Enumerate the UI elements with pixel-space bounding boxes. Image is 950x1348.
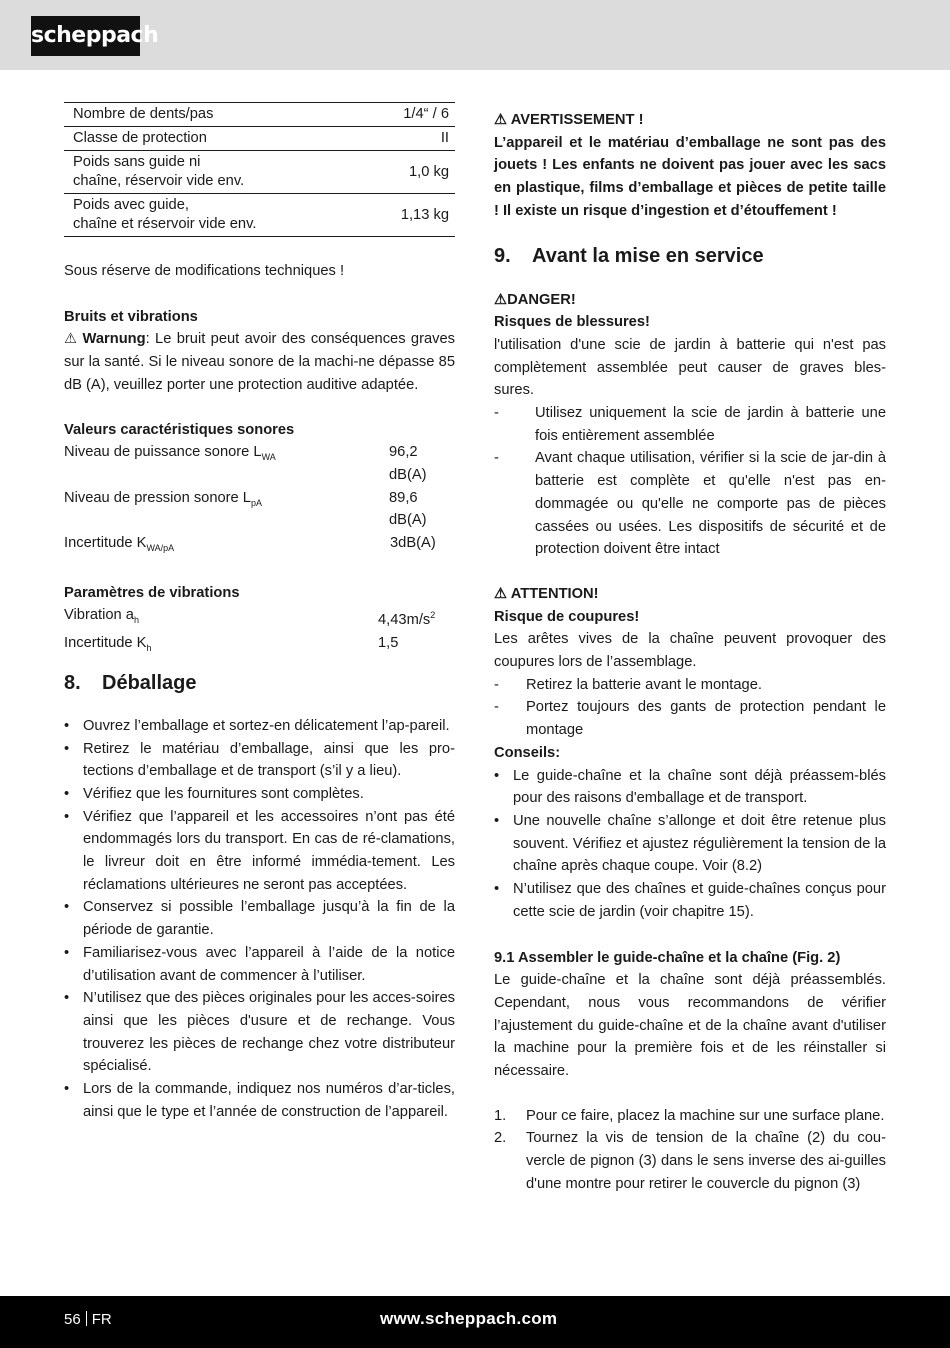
list-item: - Portez toujours des gants de protection pendant le montage <box>494 696 886 741</box>
section-number: 8. <box>64 671 81 694</box>
vibration-value-sup: 2 <box>430 610 436 621</box>
spec-value: 1/4“ / 6 <box>362 103 455 127</box>
sound-label <box>64 441 389 486</box>
list-item: • Vérifiez que l’appareil et les accessoires n’ont pas été endommagés lors du transport. En cas de ré-clamations, le livreur doit en être informé immédia-tement. Les réclamations ultérieures ne seront pas acceptées. <box>64 806 455 897</box>
list-item: • Le guide-chaîne et la chaîne sont déjà préassem-blés pour des raisons d'emballage et de transport. <box>494 765 886 810</box>
list-item: • N’utilisez que des chaînes et guide-chaînes conçus pour cette scie de jardin (voir chapitre 15). <box>494 878 886 923</box>
list-item <box>494 1105 886 1128</box>
sound-label-text: Niveau de pression sonore L <box>64 489 251 506</box>
spec-label: Nombre de dents/pas <box>64 103 362 127</box>
sound-value: 89,6 dB(A) <box>389 489 427 529</box>
sound-label-text: Incertitude K <box>64 535 147 552</box>
page-number-value: 56 <box>64 1311 81 1328</box>
sound-label <box>64 487 389 532</box>
spec-label-line: chaîne, réservoir vide env. <box>73 173 245 189</box>
danger-subheading: Risques de blessures! <box>494 314 650 331</box>
attention-heading <box>494 583 886 606</box>
noise-warning <box>64 328 455 396</box>
sound-label-text: Niveau de puissance sonore L <box>64 444 262 461</box>
vibration-label-sub: h <box>146 643 152 654</box>
section-8-title <box>64 670 455 696</box>
avertissement-heading-text: AVERTISSEMENT ! <box>510 112 644 128</box>
vibration-value-text: 4,43m/s <box>378 612 431 629</box>
section-title-text: Avant la mise en service <box>532 244 764 267</box>
spec-label-line: chaîne et réservoir vide env. <box>73 216 257 232</box>
right-column <box>494 109 886 1196</box>
step-text: Tournez la vis de tension de la chaîne (2) du cou-vercle de pignon (3) dans le sens inverse des ai-guilles d'une montre pour retirer le couvercle du pignon (3) <box>526 1130 886 1192</box>
spec-label <box>64 151 362 194</box>
sound-values <box>64 419 455 560</box>
brand-logo: scheppach <box>31 16 140 56</box>
vibration-value <box>378 604 455 632</box>
danger-list <box>494 402 886 561</box>
list-item: • N’utilisez que des pièces originales pour les acces-soires ainsi que les pièces d'usure et de rechange. Vous trouverez les pièces de rechange chez votre distributeur spécialisé. <box>64 987 455 1078</box>
sound-heading: Valeurs caractéristiques sonores <box>64 421 295 438</box>
spec-value: 1,0 kg <box>362 151 455 194</box>
vibration-label-text: Incertitude K <box>64 635 147 652</box>
spec-label <box>64 194 362 237</box>
attention-heading-text: ATTENTION! <box>510 585 599 602</box>
list-item: - Avant chaque utilisation, vérifier si la scie de jar-din à batterie est complète et qu'elle n'est pas en-dommagée ou qu'elle ne comporte pas de pièces cassées ou usées. Les dispositifs de sécurité et de protection doivent être intact <box>494 447 886 561</box>
warning-icon: ⚠ <box>494 112 508 128</box>
vibration-heading: Paramètres de vibrations <box>64 584 240 601</box>
section-title-text: Déballage <box>102 671 197 694</box>
steps-list <box>494 1105 886 1196</box>
table-row <box>64 127 455 151</box>
warning-icon: ⚠ <box>494 585 508 602</box>
language-code: FR <box>91 1311 112 1328</box>
sound-label-sub: WA/pA <box>146 543 175 554</box>
website-link[interactable]: www.scheppach.com <box>380 1309 558 1328</box>
section-9-1-heading: 9.1 Assembler le guide-chaîne et la chaîne (Fig. 2) <box>494 949 841 966</box>
left-column <box>64 102 455 1124</box>
step-number: 2. <box>494 1130 507 1147</box>
attention-subheading: Risque de coupures! <box>494 608 640 625</box>
vibration-values <box>64 582 455 660</box>
vibration-label-sub: h <box>133 615 139 626</box>
list-item: • Vérifiez que les fournitures sont complètes. <box>64 783 455 806</box>
unpacking-list <box>64 715 455 1124</box>
sound-value: 3dB(A) <box>390 535 436 552</box>
sound-value: 96,2 dB(A) <box>389 444 427 483</box>
spec-value: 1,13 kg <box>362 194 455 237</box>
list-item: • Une nouvelle chaîne s’allonge et doit être retenue plus souvent. Vérifiez et ajustez régulièrement la tension de la chaîne après chaque coupe. Voir (8.2) <box>494 810 886 878</box>
avertissement-heading <box>494 109 886 132</box>
conseils-list <box>494 765 886 924</box>
conseils-heading: Conseils: <box>494 744 561 761</box>
noise-section <box>64 306 455 397</box>
vibration-label-text: Vibration a <box>64 607 134 624</box>
table-row <box>64 151 455 194</box>
spec-table <box>64 102 455 237</box>
list-item: - Retirez la batterie avant le montage. <box>494 674 886 697</box>
warning-icon: ⚠ <box>64 331 78 348</box>
sound-row <box>64 441 455 486</box>
step-number: 1. <box>494 1107 507 1124</box>
sound-label-sub: WA <box>261 452 276 463</box>
list-item: • Familiarisez-vous avec l’appareil à l’aide de la notice d’utilisation avant de commencer à l’utiliser. <box>64 942 455 987</box>
danger-heading-text: DANGER! <box>507 291 576 308</box>
divider <box>86 1311 87 1326</box>
page-header <box>0 0 950 70</box>
attention-text: Les arêtes vives de la chaîne peuvent provoquer des coupures lors de l’assemblage. <box>494 631 886 671</box>
spec-value: II <box>362 127 455 151</box>
step-text: Pour ce faire, placez la machine sur une surface plane. <box>526 1107 885 1124</box>
spec-label-line: Poids avec guide, <box>73 197 189 213</box>
sound-label <box>64 532 390 560</box>
list-item: • Conservez si possible l’emballage jusqu’à la fin de la période de garantie. <box>64 896 455 941</box>
sound-row <box>64 532 455 560</box>
sound-row <box>64 487 455 532</box>
list-item: • Ouvrez l’emballage et sortez-en délicatement l’ap-pareil. <box>64 715 455 738</box>
danger-heading <box>494 289 886 312</box>
sound-label-sub: pA <box>250 497 262 508</box>
list-item <box>494 1127 886 1195</box>
page-footer <box>0 1296 950 1348</box>
vibration-value: 1,5 <box>378 635 399 652</box>
list-item: • Lors de la commande, indiquez nos numéros d’ar-ticles, ainsi que le type et l’année de construction de l’appareil. <box>64 1078 455 1123</box>
section-9-title <box>494 243 886 269</box>
avertissement-text: L’appareil et le matériau d’emballage ne sont pas des jouets ! Les enfants ne doivent pas jouer avec les sacs en plastique, films d’emballage et pièces de petite taille ! Il existe un risque d’ingestion et d’étouffement ! <box>494 134 886 219</box>
vibration-row <box>64 604 455 632</box>
noise-heading: Bruits et vibrations <box>64 308 198 325</box>
spec-label: Classe de protection <box>64 127 362 151</box>
table-row <box>64 194 455 237</box>
attention-list <box>494 674 886 742</box>
vibration-label <box>64 604 378 632</box>
warning-icon: ⚠ <box>494 291 508 308</box>
list-item: - Utilisez uniquement la scie de jardin à batterie une fois entièrement assemblée <box>494 402 886 447</box>
vibration-row <box>64 632 455 660</box>
section-9-1-text: Le guide-chaîne et la chaîne sont déjà préassemblés. Cependant, nous vous recommandons de vérifier l’ajustement du guide-chaîne et de la chaîne avant d'utiliser la machine pour la première fois et de les réinstaller si nécessaire. <box>494 972 886 1080</box>
list-item: • Retirez le matériau d’emballage, ainsi que les pro-tections d’emballage et de transport (s’il y a lieu). <box>64 738 455 783</box>
reserve-note: Sous réserve de modifications techniques ! <box>64 263 345 279</box>
page-number <box>64 1311 112 1328</box>
danger-text: l'utilisation d'une scie de jardin à batterie qui n'est pas complètement assemblée peut causer de graves bles-sures. <box>494 336 886 399</box>
warning-word: Warnung <box>82 331 146 348</box>
spec-label-line: Poids sans guide ni <box>73 154 201 170</box>
table-row <box>64 103 455 127</box>
warning-text: : Le bruit peut avoir des conséquences graves sur la santé. Si le niveau sonore de la machi-ne dépasse 85 dB (A), veuillez porter une protection auditive adaptée. <box>64 331 455 393</box>
section-number: 9. <box>494 244 511 267</box>
vibration-label <box>64 632 378 660</box>
